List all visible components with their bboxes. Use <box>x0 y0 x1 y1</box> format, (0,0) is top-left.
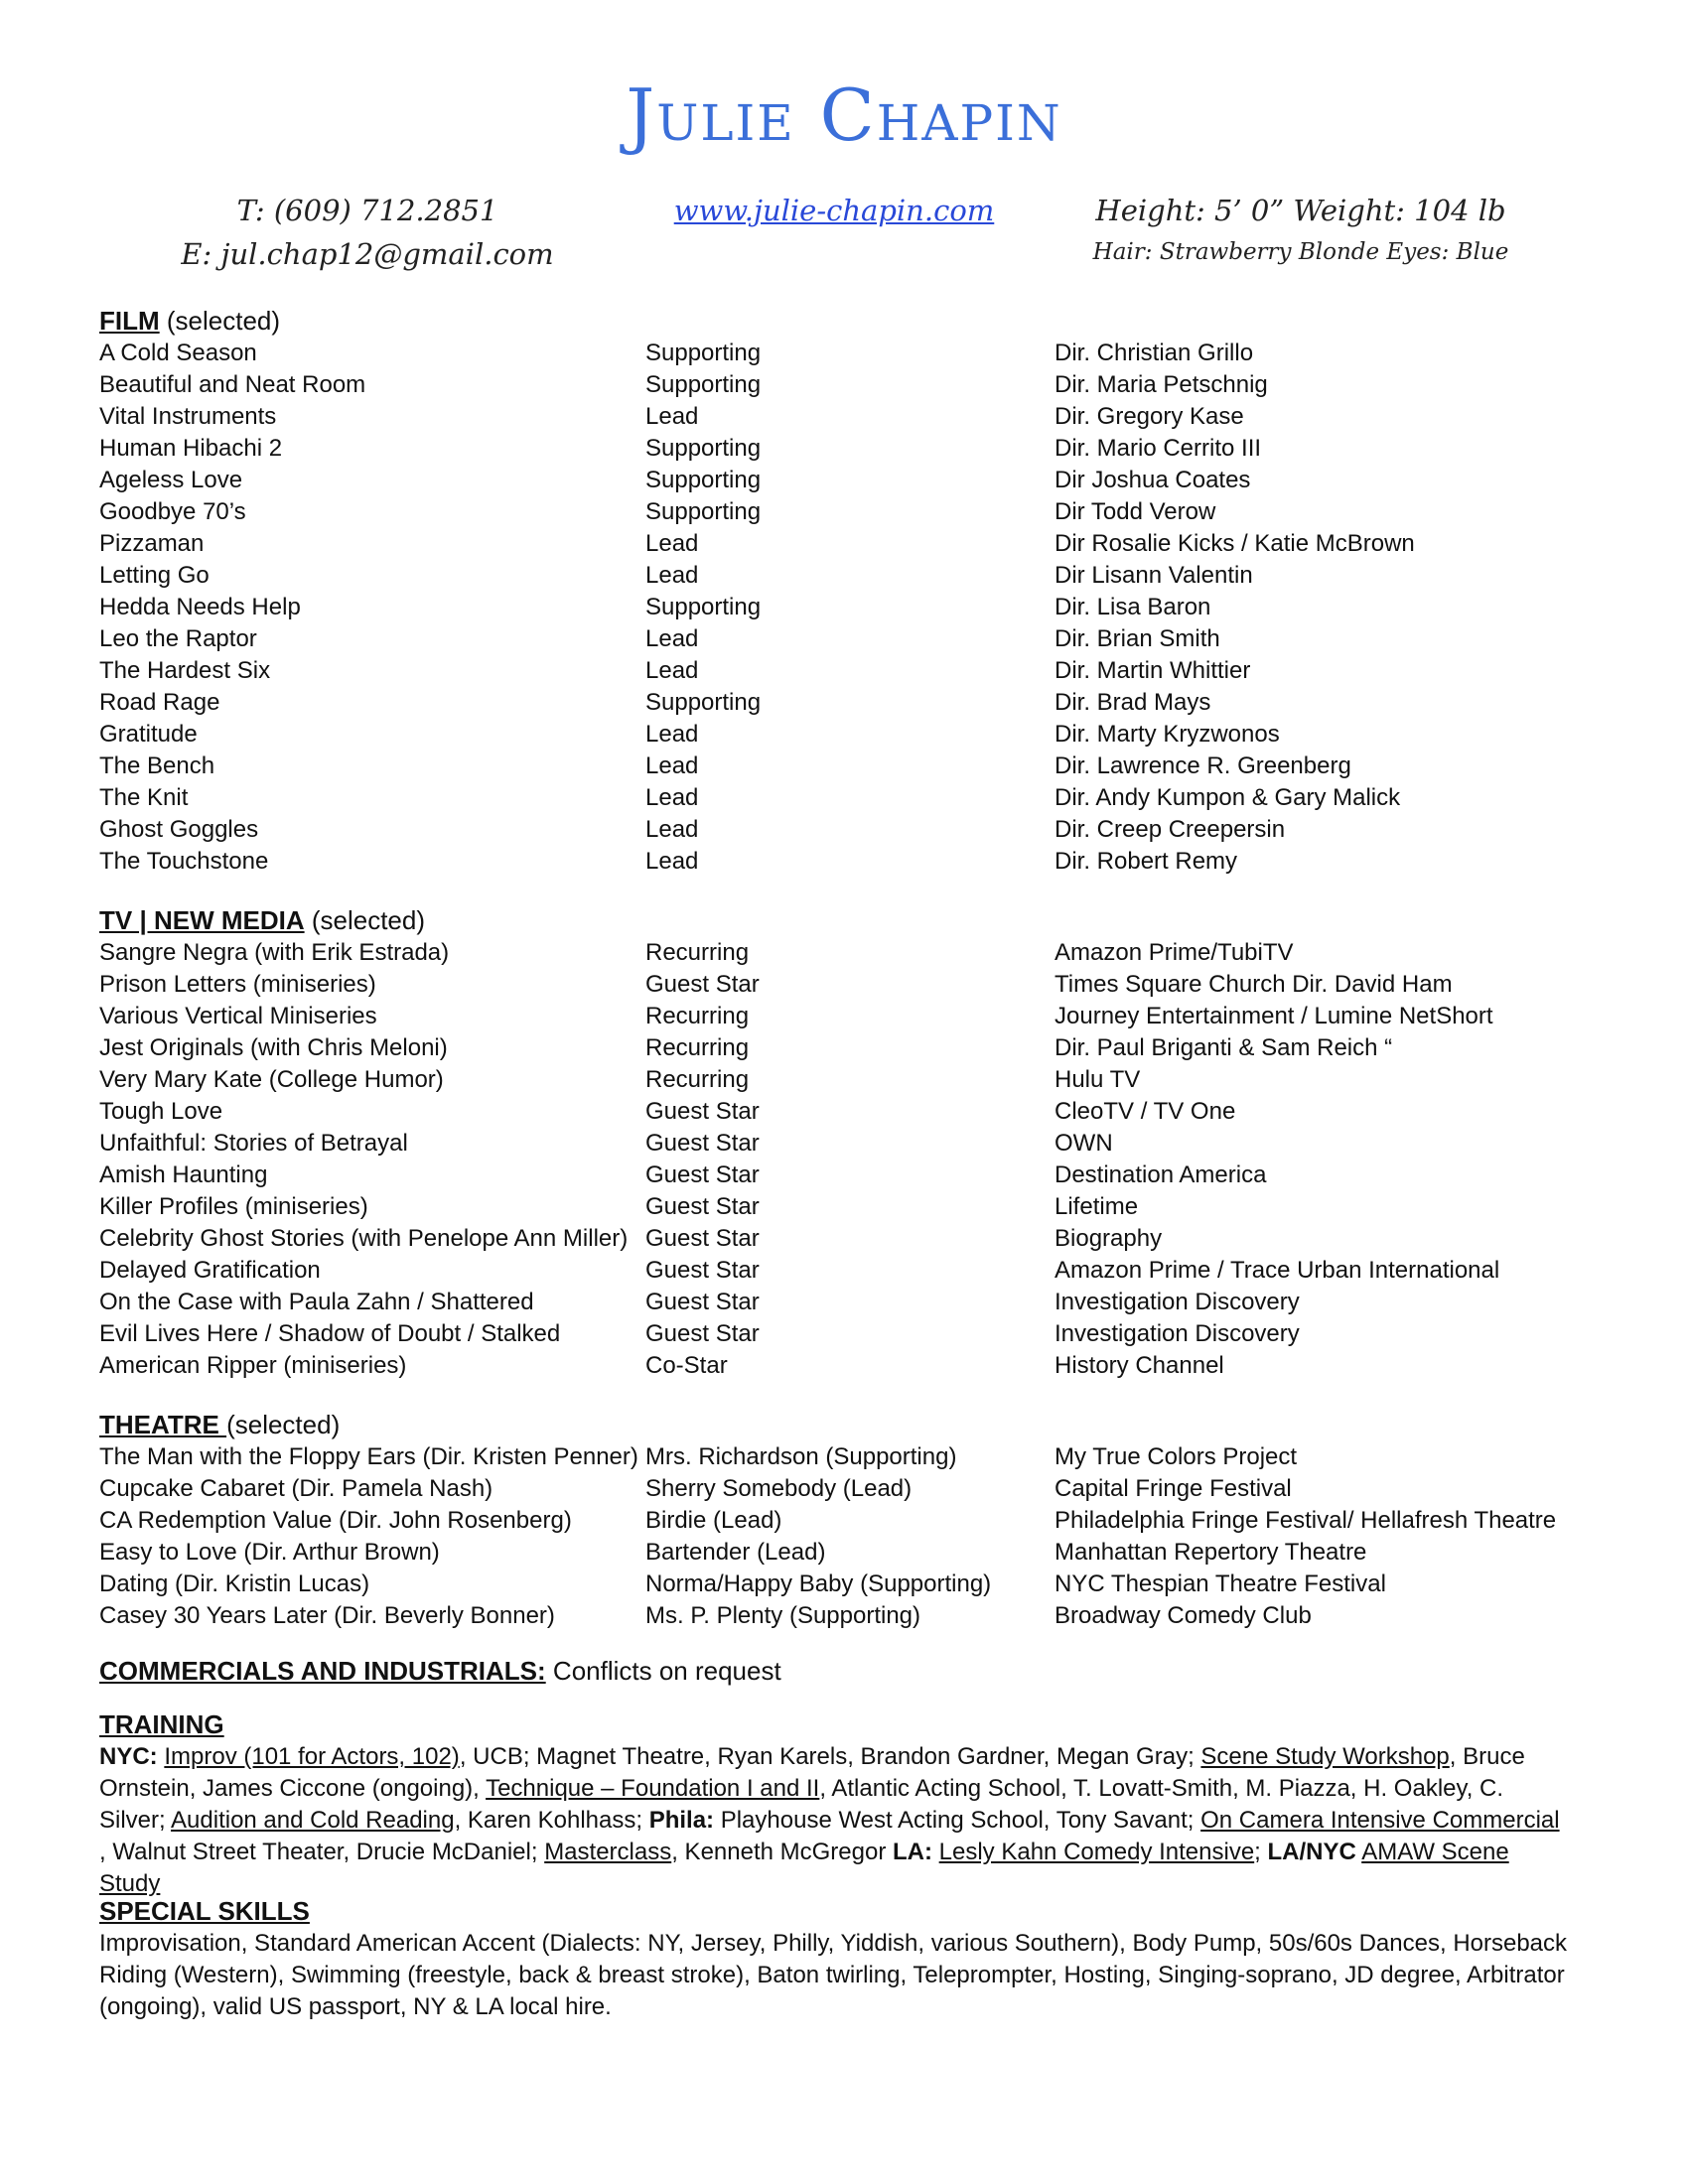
credit-title: Prison Letters (miniseries) <box>99 971 376 998</box>
credit-title: Celebrity Ghost Stories (with Penelope Ann Miller) <box>99 1225 629 1252</box>
credit-title: The Knit <box>99 784 189 811</box>
credit-row <box>99 719 1589 751</box>
credit-title: Killer Profiles (miniseries) <box>99 1193 368 1220</box>
credit-title: Ageless Love <box>99 467 243 493</box>
theatre-section <box>99 1408 1589 1632</box>
credit-row <box>99 846 1589 878</box>
credit-row <box>99 433 1589 465</box>
training-text-run: ; <box>1254 1839 1268 1865</box>
credit-title: Jest Originals (with Chris Meloni) <box>99 1034 448 1061</box>
credit-role: Lead <box>645 848 699 875</box>
credit-company: Dir Joshua Coates <box>1055 467 1251 493</box>
credit-company: Journey Entertainment / Lumine NetShort <box>1055 1003 1493 1029</box>
credit-title: Unfaithful: Stories of Betrayal <box>99 1130 408 1157</box>
credit-role: Supporting <box>645 594 762 620</box>
email-address: E: jul.chap12@gmail.com <box>181 237 554 271</box>
tv-suffix: (selected) <box>304 905 425 935</box>
credit-title: The Touchstone <box>99 848 269 875</box>
credit-role: Lead <box>645 625 699 652</box>
credit-company: Dir. Lawrence R. Greenberg <box>1055 752 1351 779</box>
credit-company: Manhattan Repertory Theatre <box>1055 1539 1367 1566</box>
credit-role: Lead <box>645 721 699 748</box>
credit-company: Dir. Maria Petschnig <box>1055 371 1268 398</box>
credit-row <box>99 338 1589 369</box>
credit-row <box>99 623 1589 655</box>
credit-title: Amish Haunting <box>99 1161 268 1188</box>
credit-company: Destination America <box>1055 1161 1267 1188</box>
credit-company: Dir. Brian Smith <box>1055 625 1220 652</box>
credit-company: Hulu TV <box>1055 1066 1141 1093</box>
training-location: Phila: <box>648 1807 715 1834</box>
training-section <box>99 1707 1589 1900</box>
credit-role: Guest Star <box>645 971 760 998</box>
film-suffix: (selected) <box>159 306 281 336</box>
skills-text: Improvisation, Standard American Accent (Dialects: NY, Jersey, Philly, Yiddish, various Southern), Body Pump, 50s/60s Dances, Horseback Riding (Western), Swimming (freestyle, back & breast stroke), Baton twirling, Teleprompter, Hosting, Singing-soprano, JD degree, Arbitrator (ongoing), valid US passport, NY & LA local hire. <box>99 1930 1568 2020</box>
tv-list <box>99 937 1589 1382</box>
tv-title: TV | NEW MEDIA <box>99 905 305 935</box>
credit-row <box>99 1600 1589 1632</box>
credit-role: Guest Star <box>645 1257 760 1284</box>
training-text-run: , Karen Kohlhass; <box>454 1807 649 1834</box>
training-text-run: Playhouse West Acting School, Tony Savant; <box>714 1807 1201 1834</box>
training-location: LA/NYC <box>1267 1839 1356 1865</box>
theatre-list <box>99 1441 1589 1632</box>
credit-title: Beautiful and Neat Room <box>99 371 366 398</box>
credit-row <box>99 1223 1589 1255</box>
credit-role: Guest Star <box>645 1130 760 1157</box>
credit-company: Dir. Christian Grillo <box>1055 340 1254 366</box>
credit-title: Letting Go <box>99 562 210 589</box>
credit-title: On the Case with Paula Zahn / Shattered <box>99 1289 534 1315</box>
credit-role: Recurring <box>645 1003 750 1029</box>
credit-title: The Bench <box>99 752 215 779</box>
commercials-title: COMMERCIALS AND INDUSTRIALS: <box>99 1656 546 1686</box>
credit-row <box>99 1191 1589 1223</box>
credit-row <box>99 1537 1589 1569</box>
tv-section <box>99 903 1589 1382</box>
credit-company: Dir. Brad Mays <box>1055 689 1211 716</box>
credit-role: Bartender (Lead) <box>645 1539 826 1566</box>
credit-company: Dir. Marty Kryzwonos <box>1055 721 1280 748</box>
credit-role: Guest Star <box>645 1098 760 1125</box>
credit-role: Birdie (Lead) <box>645 1507 782 1534</box>
credit-company: Investigation Discovery <box>1055 1289 1300 1315</box>
credit-company: Amazon Prime/TubiTV <box>1055 939 1294 966</box>
credit-role: Lead <box>645 530 699 557</box>
training-course: Improv (101 for Actors, 102) <box>164 1743 460 1770</box>
credit-role: Recurring <box>645 939 750 966</box>
credit-company: CleoTV / TV One <box>1055 1098 1236 1125</box>
credit-company: Amazon Prime / Trace Urban International <box>1055 1257 1500 1284</box>
credit-title: Pizzaman <box>99 530 205 557</box>
credit-company: Dir. Gregory Kase <box>1055 403 1244 430</box>
film-section <box>99 304 1589 878</box>
credit-title: Gratitude <box>99 721 198 748</box>
credit-row <box>99 496 1589 528</box>
credit-company: Dir Rosalie Kicks / Katie McBrown <box>1055 530 1415 557</box>
tv-heading <box>99 903 1589 937</box>
commercials-section <box>99 1654 1589 1688</box>
training-location: LA: <box>893 1839 932 1865</box>
credit-role: Lead <box>645 816 699 843</box>
credit-row <box>99 1128 1589 1160</box>
training-course: Scene Study Workshop <box>1200 1743 1450 1770</box>
training-course: Audition and Cold Reading <box>171 1807 455 1834</box>
credit-row <box>99 1441 1589 1473</box>
credit-row <box>99 1505 1589 1537</box>
credit-role: Supporting <box>645 467 762 493</box>
credit-row <box>99 560 1589 592</box>
credit-title: Cupcake Cabaret (Dir. Pamela Nash) <box>99 1475 493 1502</box>
training-text-run: , Walnut Street Theater, Drucie McDaniel; <box>99 1839 545 1865</box>
credit-role: Guest Star <box>645 1289 760 1315</box>
credit-title: CA Redemption Value (Dir. John Rosenberg) <box>99 1507 572 1534</box>
credit-title: The Man with the Floppy Ears (Dir. Kristen Penner) <box>99 1443 638 1470</box>
credit-company: Dir. Lisa Baron <box>1055 594 1211 620</box>
credit-row <box>99 1032 1589 1064</box>
contact-block <box>159 189 576 276</box>
credit-role: Mrs. Richardson (Supporting) <box>645 1443 957 1470</box>
credit-title: Casey 30 Years Later (Dir. Beverly Bonner) <box>99 1602 555 1629</box>
credit-role: Ms. P. Plenty (Supporting) <box>645 1602 921 1629</box>
credit-company: Biography <box>1055 1225 1163 1252</box>
website-link[interactable]: www.julie-chapin.com <box>673 194 995 227</box>
credit-role: Recurring <box>645 1034 750 1061</box>
training-title: TRAINING <box>99 1709 224 1739</box>
credit-title: Road Rage <box>99 689 220 716</box>
credit-title: Ghost Goggles <box>99 816 259 843</box>
training-text-run <box>932 1839 939 1865</box>
credit-title: American Ripper (miniseries) <box>99 1352 407 1379</box>
credit-title: Human Hibachi 2 <box>99 435 283 462</box>
credit-title: Evil Lives Here / Shadow of Doubt / Stalked <box>99 1320 561 1347</box>
credit-row <box>99 1001 1589 1032</box>
credit-row <box>99 401 1589 433</box>
credit-role: Supporting <box>645 689 762 716</box>
credit-row <box>99 1255 1589 1287</box>
theatre-suffix: (selected) <box>226 1410 341 1439</box>
training-course: Technique – Foundation I and II <box>486 1775 820 1802</box>
credit-row <box>99 751 1589 782</box>
credit-role: Guest Star <box>645 1161 760 1188</box>
credit-role: Guest Star <box>645 1320 760 1347</box>
credit-role: Supporting <box>645 498 762 525</box>
credit-company: Philadelphia Fringe Festival/ Hellafresh Theatre <box>1055 1507 1557 1534</box>
credit-title: Sangre Negra (with Erik Estrada) <box>99 939 450 966</box>
credit-row <box>99 1473 1589 1505</box>
credit-title: Easy to Love (Dir. Arthur Brown) <box>99 1539 440 1566</box>
commercials-heading <box>99 1654 1589 1688</box>
credit-role: Supporting <box>645 340 762 366</box>
credit-row <box>99 814 1589 846</box>
phone-number: T: (609) 712.2851 <box>236 194 498 227</box>
credit-title: Delayed Gratification <box>99 1257 321 1284</box>
training-text <box>99 1741 1569 1900</box>
credit-company: OWN <box>1055 1130 1113 1157</box>
training-text-run: , UCB; Magnet Theatre, Ryan Karels, Brandon Gardner, Megan Gray; <box>459 1743 1201 1770</box>
credit-role: Guest Star <box>645 1193 760 1220</box>
stats-block <box>1053 189 1549 272</box>
credit-role: Recurring <box>645 1066 750 1093</box>
credit-company: Capital Fringe Festival <box>1055 1475 1292 1502</box>
credit-company: Dir. Mario Cerrito III <box>1055 435 1262 462</box>
training-course: Masterclass <box>544 1839 672 1865</box>
hair-eyes: Hair: Strawberry Blonde Eyes: Blue <box>1092 239 1509 265</box>
theatre-title: THEATRE <box>99 1410 227 1439</box>
credit-row <box>99 1287 1589 1318</box>
credit-title: Hedda Needs Help <box>99 594 301 620</box>
film-heading <box>99 304 1589 338</box>
credit-company: History Channel <box>1055 1352 1224 1379</box>
training-course: On Camera Intensive Commercial <box>1200 1807 1560 1834</box>
credit-company: Dir. Martin Whittier <box>1055 657 1251 684</box>
credit-role: Co-Star <box>645 1352 728 1379</box>
credit-role: Lead <box>645 752 699 779</box>
credit-row <box>99 782 1589 814</box>
credit-title: A Cold Season <box>99 340 257 366</box>
training-course: AMAW Scene Study <box>99 1839 1509 1897</box>
credit-company: Dir Lisann Valentin <box>1055 562 1253 589</box>
credit-company: Times Square Church Dir. David Ham <box>1055 971 1453 998</box>
credit-row <box>99 969 1589 1001</box>
commercials-text: Conflicts on request <box>545 1656 781 1686</box>
credit-row <box>99 528 1589 560</box>
training-course: Lesly Kahn Comedy Intensive <box>938 1839 1255 1865</box>
credit-company: Investigation Discovery <box>1055 1320 1300 1347</box>
credit-role: Lead <box>645 562 699 589</box>
credit-title: Goodbye 70’s <box>99 498 246 525</box>
credit-company: Dir. Paul Briganti & Sam Reich “ <box>1055 1034 1393 1061</box>
credit-role: Norma/Happy Baby (Supporting) <box>645 1570 992 1597</box>
credit-role: Supporting <box>645 371 762 398</box>
credit-company: Dir. Andy Kumpon & Gary Malick <box>1055 784 1401 811</box>
credit-row <box>99 1160 1589 1191</box>
credit-role: Lead <box>645 657 699 684</box>
skills-heading <box>99 1894 1589 1928</box>
website-block <box>616 189 1053 232</box>
credit-title: Very Mary Kate (College Humor) <box>99 1066 444 1093</box>
credit-role: Supporting <box>645 435 762 462</box>
credit-row <box>99 1318 1589 1350</box>
training-text-run: , Bruce Ornstein, James Ciccone (ongoing), <box>99 1743 1525 1802</box>
credit-row <box>99 1569 1589 1600</box>
credit-row <box>99 1096 1589 1128</box>
credit-company: Dir. Robert Remy <box>1055 848 1238 875</box>
credit-row <box>99 465 1589 496</box>
height-weight: Height: 5’ 0” Weight: 104 lb <box>1095 194 1506 227</box>
skills-section <box>99 1894 1589 2023</box>
training-heading <box>99 1707 1589 1741</box>
credit-title: Dating (Dir. Kristin Lucas) <box>99 1570 370 1597</box>
credit-row <box>99 592 1589 623</box>
theatre-heading <box>99 1408 1589 1441</box>
credit-title: Tough Love <box>99 1098 223 1125</box>
credit-role: Guest Star <box>645 1225 760 1252</box>
credit-company: Lifetime <box>1055 1193 1139 1220</box>
credit-row <box>99 687 1589 719</box>
training-text-run: , Kenneth McGregor <box>671 1839 893 1865</box>
credit-company: NYC Thespian Theatre Festival <box>1055 1570 1386 1597</box>
actor-name: Julie Chapin <box>626 73 1062 157</box>
credit-title: Various Vertical Miniseries <box>99 1003 377 1029</box>
credit-company: My True Colors Project <box>1055 1443 1298 1470</box>
credit-company: Broadway Comedy Club <box>1055 1602 1312 1629</box>
credit-row <box>99 1064 1589 1096</box>
skills-title: SPECIAL SKILLS <box>99 1896 310 1926</box>
credit-title: Vital Instruments <box>99 403 277 430</box>
credit-row <box>99 369 1589 401</box>
credit-row <box>99 655 1589 687</box>
credit-role: Lead <box>645 784 699 811</box>
training-location: NYC: <box>99 1743 158 1770</box>
credit-title: The Hardest Six <box>99 657 271 684</box>
credit-role: Sherry Somebody (Lead) <box>645 1475 913 1502</box>
credit-company: Dir. Creep Creepersin <box>1055 816 1286 843</box>
film-list <box>99 338 1589 878</box>
credit-title: Leo the Raptor <box>99 625 257 652</box>
credit-company: Dir Todd Verow <box>1055 498 1216 525</box>
credit-role: Lead <box>645 403 699 430</box>
film-title: FILM <box>99 306 160 336</box>
credit-row <box>99 1350 1589 1382</box>
credit-row <box>99 937 1589 969</box>
training-text-run: , Atlantic Acting School, T. Lovatt-Smith, M. Piazza, H. Oakley, C. Silver; <box>99 1775 1504 1834</box>
